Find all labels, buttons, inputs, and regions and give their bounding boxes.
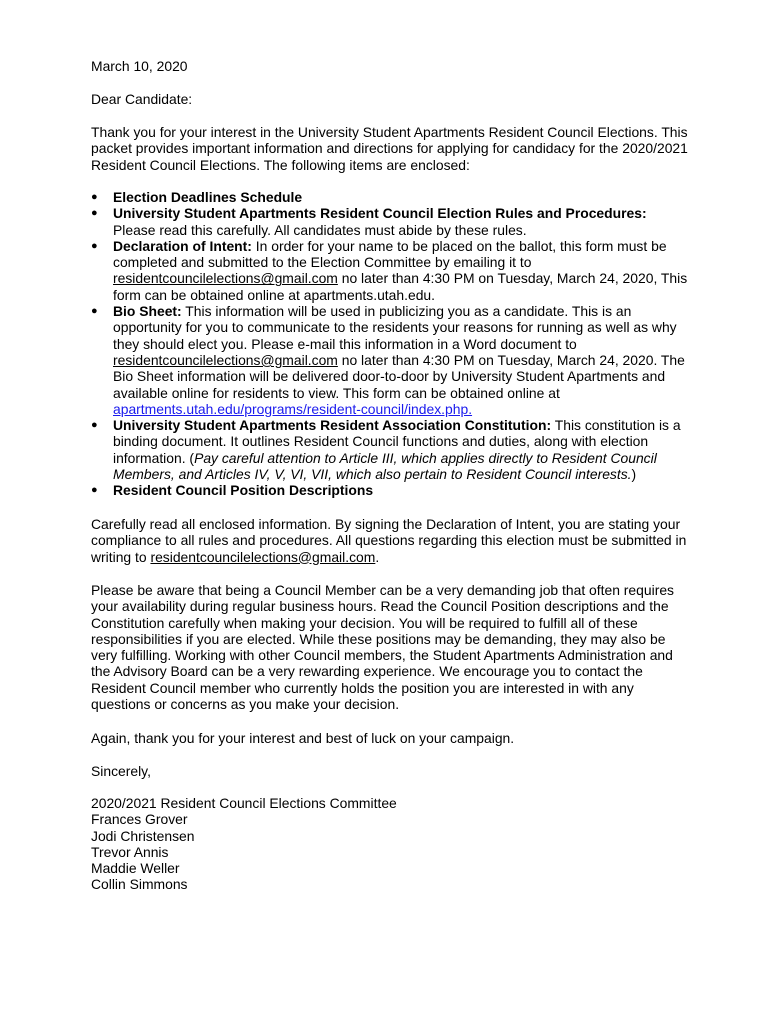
item-text: This information will be used in publicizing you as a candidate. This is an opportunity for you to communicate to the residents your reasons for running as well as why they should elect you. Please e-mail this information in a Word document to (113, 303, 677, 352)
committee-member: Jodi Christensen (91, 827, 195, 844)
list-item (91, 205, 691, 238)
item-title: Election Deadlines Schedule (113, 189, 303, 205)
committee-name: 2020/2021 Resident Council Elections Committee (91, 795, 397, 811)
election-email-link[interactable]: residentcouncilelections@gmail.com (150, 548, 376, 565)
bullet-icon: ● (91, 419, 98, 432)
enclosed-items-list (91, 189, 691, 499)
committee-member: Collin Simmons (91, 876, 188, 893)
committee-member: Frances Grover (91, 811, 188, 828)
committee-member: Trevor Annis (91, 843, 169, 860)
item-title: Declaration of Intent: (113, 237, 252, 254)
item-text: no later than 4:30 PM on Tuesday, March 24, 2020. The Bio Sheet information will be delivered door-to-door by University Student Apartments and available online for residents to view. This form can be obtained online at (113, 351, 685, 401)
paragraph-text: Carefully read all enclosed information. By signing the Declaration of Intent, you are stating your compliance to all rules and procedures. All questions regarding this election must be submitted in writing to (91, 516, 687, 565)
intro-paragraph: Thank you for your interest in the University Student Apartments Resident Council Elections. This packet provides important information and directions for applying for candidacy for the 2020/2021 Resident Council Elections. The following items are enclosed: (91, 124, 688, 173)
thanks-paragraph: Again, thank you for your interest and best of luck on your campaign. (91, 730, 515, 746)
item-title: Resident Council Position Descriptions (113, 482, 374, 499)
item-title: University Student Apartments Resident Association Constitution: (113, 417, 552, 434)
item-italic-note: Pay careful attention to Article III, which applies directly to Resident Council Members, and Articles IV, V, VI, VII, which also pertain to Resident Council interests. (113, 449, 657, 483)
salutation: Dear Candidate: (91, 91, 193, 107)
list-item (91, 482, 691, 498)
bullet-icon: ● (91, 239, 98, 252)
list-item (91, 417, 691, 482)
bullet-icon: ● (91, 207, 98, 220)
item-text: In order for your name to be placed on the ballot, this form must be completed and submitted to the Election Committee by emailing it to (113, 237, 667, 271)
list-item (91, 238, 691, 303)
item-text: This constitution is a binding document. It outlines Resident Council functions and duties, along with election information. ( (113, 417, 681, 466)
election-email-link[interactable]: residentcouncilelections@gmail.com (113, 351, 338, 368)
bullet-icon: ● (91, 305, 98, 318)
committee-member: Maddie Weller (91, 860, 180, 877)
item-text: ) (631, 466, 637, 483)
item-title: University Student Apartments Resident Council Election Rules and Procedures: (113, 205, 647, 222)
aware-paragraph: Please be aware that being a Council Member can be a very demanding job that often requires your availability during regular business hours. Read the Council Position descriptions and the Constitution carefully when making your decision. You will be required to fulfill all of these responsibilities if you are elected. While these positions may be demanding, they may also be very fulfilling. Working with other Council members, the Student Apartments Administration and the Advisory Board can be a very rewarding experience. We encourage you to contact the Resident Council member who currently holds the position you are interested in with any questions or concerns as you make your decision. (91, 582, 674, 713)
resident-council-web-link[interactable]: apartments.utah.edu/programs/resident-council/index.php. (113, 400, 473, 417)
letter-date: March 10, 2020 (91, 58, 188, 74)
item-text: Please read this carefully. All candidates must abide by these rules. (113, 221, 527, 238)
closing: Sincerely, (91, 763, 151, 779)
paragraph-text: . (375, 548, 380, 565)
item-title: Bio Sheet: (113, 303, 182, 320)
careful-paragraph (91, 516, 691, 565)
bullet-icon: ● (91, 484, 98, 497)
signature-block (91, 795, 691, 893)
item-text: no later than 4:30 PM on Tuesday, March 24, 2020, This form can be obtained online at apartments.utah.edu. (113, 270, 688, 303)
list-item (91, 303, 691, 417)
list-item (91, 189, 691, 205)
election-email-link[interactable]: residentcouncilelections@gmail.com (113, 270, 338, 287)
bullet-icon: ● (91, 191, 98, 203)
